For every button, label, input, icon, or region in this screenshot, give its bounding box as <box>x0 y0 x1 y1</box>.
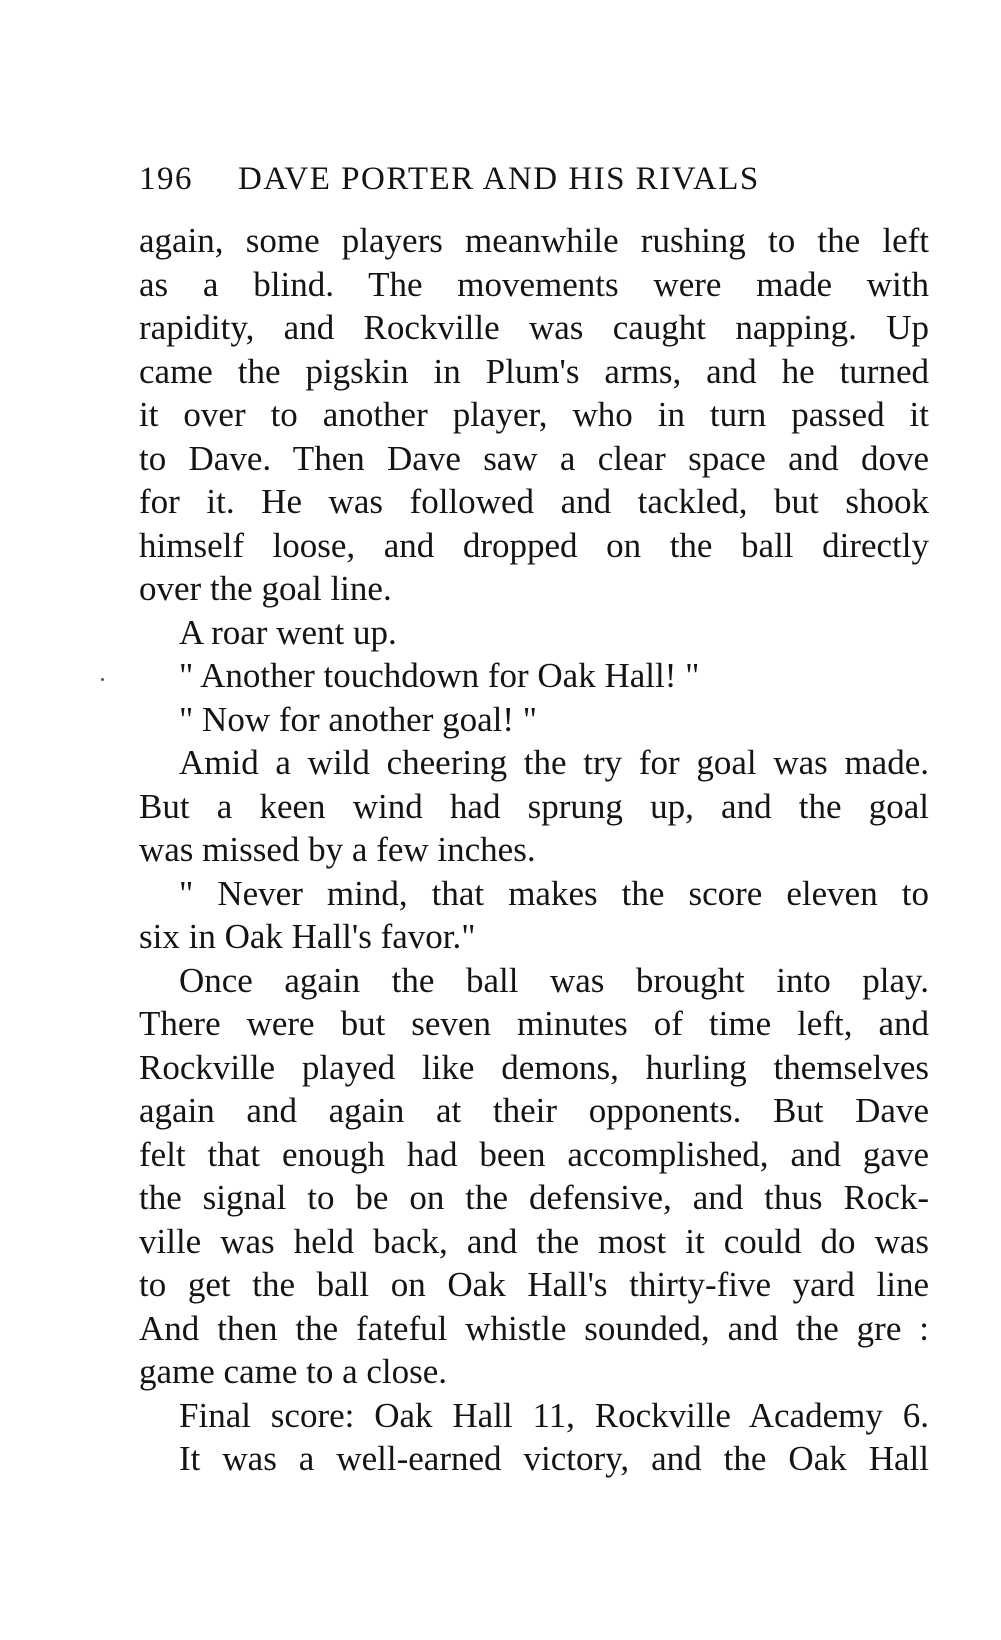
text-line: over the goal line. <box>139 569 392 608</box>
text-line: Once again the ball was brought into play. <box>179 960 929 1000</box>
text-line: it over to another player, who in turn passed it <box>139 395 929 434</box>
text-line: " Another touchdown for Oak Hall! " <box>179 656 700 695</box>
text-line: felt that enough had been accomplished, and gave <box>139 1134 929 1174</box>
text-line: A roar went up. <box>179 612 397 652</box>
text-line: ville was held back, and the most it could do was <box>139 1221 929 1261</box>
running-title: DAVE PORTER AND HIS RIVALS <box>238 161 760 197</box>
text-line: rapidity, and Rockville was caught napping. Up <box>139 308 929 347</box>
text-line: Rockville played like demons, hurling themselves <box>139 1047 929 1087</box>
page-number: 196 <box>139 161 193 197</box>
text-line: game came to a close. <box>139 1352 448 1391</box>
text-line: as a blind. The movements were made with <box>139 264 929 304</box>
text-line: " Never mind, that makes the score eleven to <box>179 873 929 913</box>
text-line: But a keen wind had sprung up, and the goal <box>139 786 929 826</box>
text-line: again and again at their opponents. But Dave <box>139 1091 929 1130</box>
text-line: Amid a wild cheering the try for goal was made. <box>179 743 929 782</box>
text-line: was missed by a few inches. <box>139 830 536 869</box>
text-line: the signal to be on the defensive, and thus Rock- <box>139 1178 929 1217</box>
text-line: And then the fateful whistle sounded, and the gre : <box>139 1308 929 1348</box>
text-line: to get the ball on Oak Hall's thirty-five yard line <box>139 1265 929 1304</box>
text-line: It was a well-earned victory, and the Oak Hall <box>179 1439 929 1478</box>
body-text <box>139 219 929 1481</box>
text-line: Final score: Oak Hall 11, Rockville Academy 6. <box>179 1395 929 1435</box>
stray-ink-mark <box>101 678 104 681</box>
running-header <box>139 157 939 201</box>
text-line: came the pigskin in Plum's arms, and he turned <box>139 351 929 391</box>
text-line: six in Oak Hall's favor." <box>139 917 476 956</box>
text-line: to Dave. Then Dave saw a clear space and dove <box>139 438 929 478</box>
text-line: himself loose, and dropped on the ball directly <box>139 525 929 565</box>
text-line: for it. He was followed and tackled, but shook <box>139 482 929 521</box>
text-line: " Now for another goal! " <box>179 699 538 739</box>
text-line: There were but seven minutes of time left, and <box>139 1004 929 1043</box>
text-line: again, some players meanwhile rushing to the left <box>139 221 929 260</box>
